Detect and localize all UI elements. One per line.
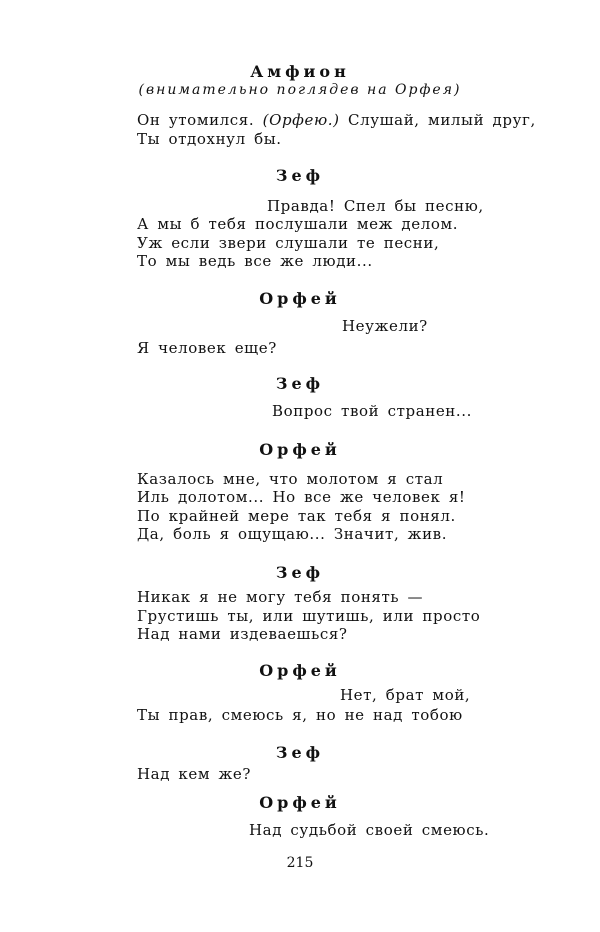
verse-text: Он утомился. xyxy=(137,111,263,129)
verse-line: Ты прав, смеюсь я, но не над тобою xyxy=(137,706,463,724)
speaker-zef: Зеф xyxy=(275,374,325,393)
stage-direction: (внимательно поглядев на Орфея) xyxy=(138,82,462,98)
verse-line: Казалось мне, что молотом я стал xyxy=(137,470,444,488)
verse-line: Иль долотом... Но все же человек я! xyxy=(137,488,466,506)
verse-line: Уж если звери слушали те песни, xyxy=(137,234,440,252)
verse-line: Я человек еще? xyxy=(137,339,277,357)
inline-stage-direction: (Орфею.) xyxy=(262,111,340,129)
verse-line: Грустишь ты, или шутишь, или просто xyxy=(137,607,481,625)
verse-line: Над судьбой своей смеюсь. xyxy=(249,821,490,839)
verse-line: То мы ведь все же люди... xyxy=(137,252,373,270)
verse-line: Над нами издеваешься? xyxy=(137,625,348,643)
speaker-orfey: Орфей xyxy=(259,661,341,680)
page-number: 215 xyxy=(286,855,314,871)
verse-line: По крайней мере так тебя я понял. xyxy=(137,507,456,525)
speaker-zef: Зеф xyxy=(275,743,325,762)
speaker-zef: Зеф xyxy=(275,166,325,185)
verse-line: Ты отдохнул бы. xyxy=(137,130,282,148)
verse-text: Слушай, милый друг, xyxy=(339,111,536,129)
verse-line xyxy=(0,111,536,130)
verse-line: Вопрос твой странен... xyxy=(272,402,473,420)
verse-line: Никак я не могу тебя понять — xyxy=(137,588,424,606)
speaker-amfion: Амфион xyxy=(250,62,350,81)
speaker-zef: Зеф xyxy=(275,563,325,582)
speaker-orfey: Орфей xyxy=(259,440,341,459)
verse-line: Над кем же? xyxy=(137,765,252,783)
verse-line: Неужели? xyxy=(342,317,428,335)
verse-line: Нет, брат мой, xyxy=(340,686,471,704)
speaker-orfey: Орфей xyxy=(259,793,341,812)
verse-line: Да, боль я ощущаю... Значит, жив. xyxy=(137,525,448,543)
speaker-orfey: Орфей xyxy=(259,289,341,308)
verse-line: А мы б тебя послушали меж делом. xyxy=(137,215,459,233)
verse-line: Правда! Спел бы песню, xyxy=(267,197,484,215)
